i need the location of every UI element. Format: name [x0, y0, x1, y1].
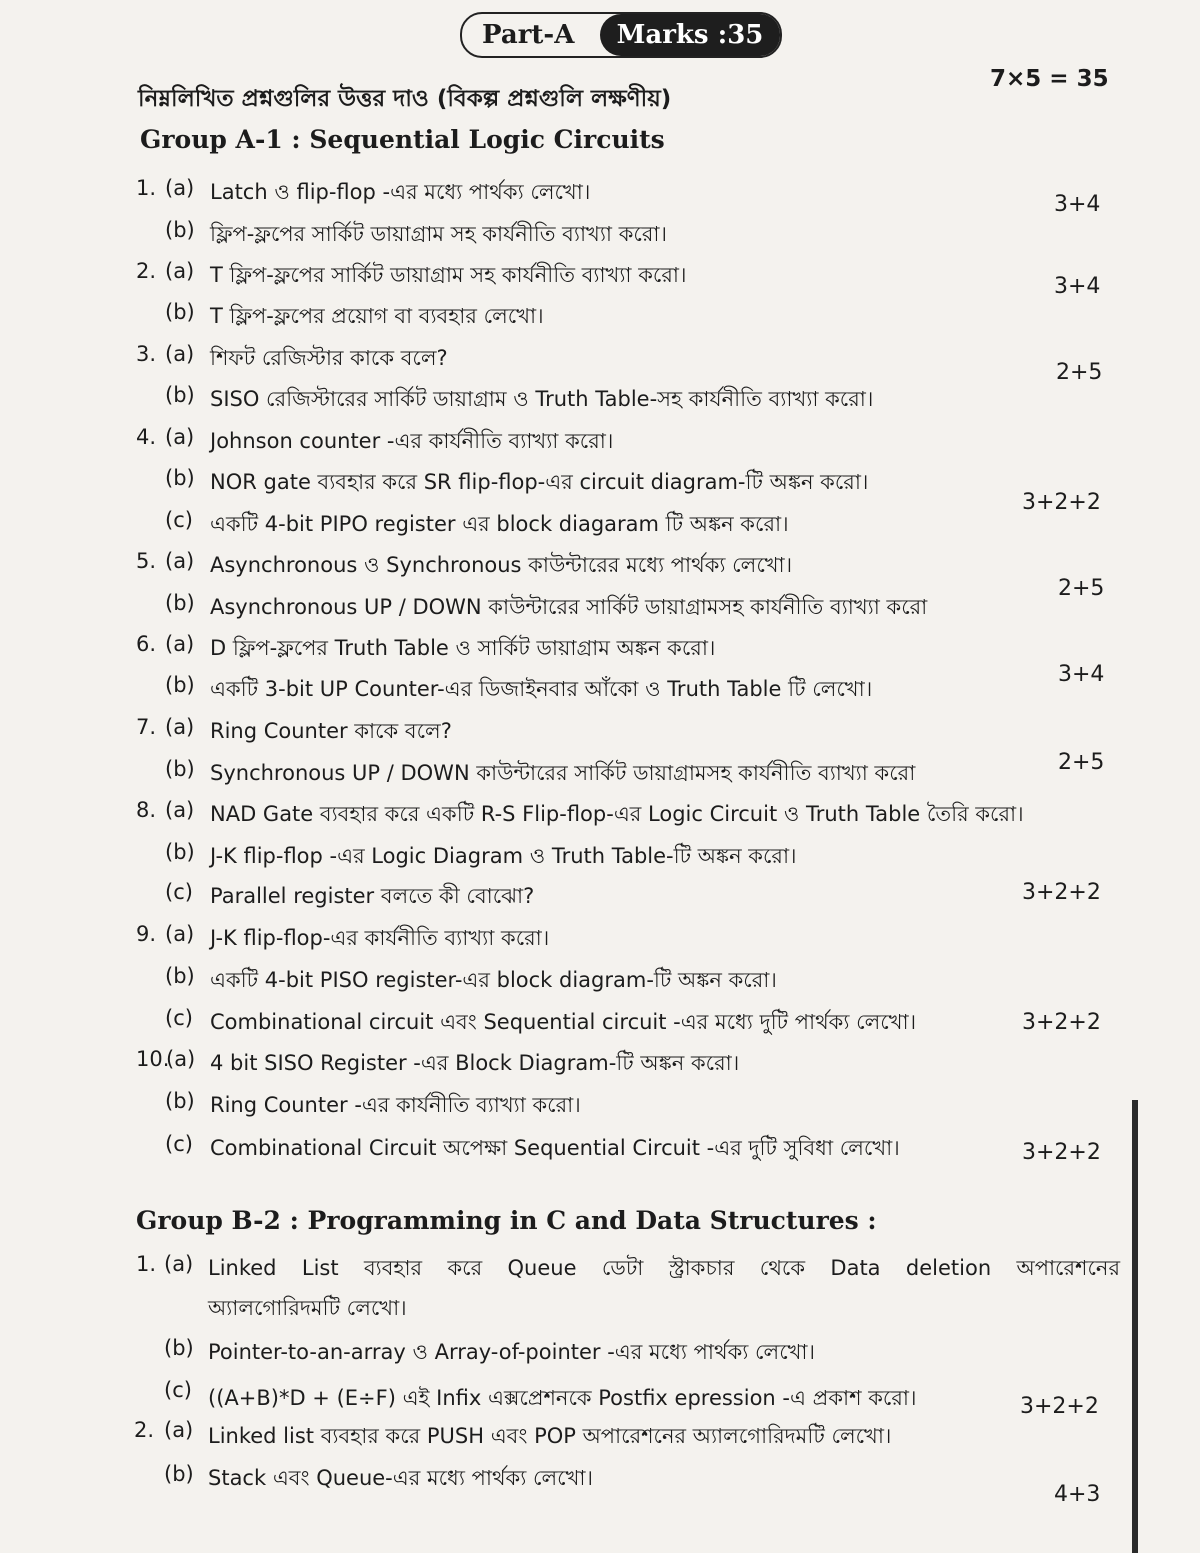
question-number: 9.: [136, 922, 157, 946]
question-text: Stack এবং Queue-এর মধ্যে পার্থক্য লেখো।: [208, 1466, 593, 1490]
marks-label: Marks :35: [600, 14, 780, 56]
question-marks: 2+5: [1056, 360, 1103, 385]
question-text: একটি 4-bit PISO register-এর block diagram-টি অঙ্কন করো।: [210, 968, 777, 992]
part-label: (b): [165, 757, 195, 781]
question-marks: 3+4: [1054, 274, 1101, 299]
question-text: J-K flip-flop-এর কার্যনীতি ব্যাখ্যা করো।: [210, 926, 550, 950]
part-label: (b): [165, 1089, 195, 1113]
question-number: 2.: [136, 259, 157, 283]
question-marks: 3+4: [1054, 192, 1101, 217]
question-text: SISO রেজিস্টারের সার্কিট ডায়াগ্রাম ও Truth Table-সহ কার্যনীতি ব্যাখ্যা করো।: [210, 387, 874, 411]
question-number: 5.: [136, 549, 157, 573]
question-text: Linked List ব্যবহার করে Queue ডেটা স্ট্রাকচার থেকে Data deletion অপারেশনের: [208, 1256, 1120, 1280]
question-marks: 3+2+2: [1022, 1140, 1101, 1165]
question-text: J-K flip-flop -এর Logic Diagram ও Truth Table-টি অঙ্কন করো।: [210, 844, 797, 868]
group-b-title: Group B-2 : Programming in C and Data Structures :: [136, 1206, 877, 1235]
question-marks: 3+2+2: [1020, 1394, 1099, 1419]
question-text: শিফট রেজিস্টার কাকে বলে?: [210, 346, 448, 370]
question-text: Ring Counter -এর কার্যনীতি ব্যাখ্যা করো।: [210, 1093, 581, 1117]
question-number: 3.: [136, 342, 157, 366]
part-label: (a): [165, 176, 195, 200]
question-text: 4 bit SISO Register -এর Block Diagram-টি অঙ্কন করো।: [210, 1051, 740, 1075]
part-label: (b): [165, 300, 195, 324]
question-text: Asynchronous ও Synchronous কাউন্টারের মধ্যে পার্থক্য লেখো।: [210, 553, 793, 577]
part-label: (c): [165, 1006, 193, 1030]
question-text: অ্যালগোরিদমটি লেখো।: [208, 1296, 407, 1320]
part-label: (a): [164, 1418, 194, 1442]
question-text: Ring Counter কাকে বলে?: [210, 719, 452, 743]
question-number: 1.: [136, 1252, 157, 1276]
part-label: (b): [165, 383, 195, 407]
question-marks: 2+5: [1058, 750, 1105, 775]
question-text: Johnson counter -এর কার্যনীতি ব্যাখ্যা করো।: [210, 429, 614, 453]
part-label: (a): [165, 632, 195, 656]
question-text: NAD Gate ব্যবহার করে একটি R-S Flip-flop-এর Logic Circuit ও Truth Table তৈরি করো।: [210, 802, 1024, 826]
question-number: 6.: [136, 632, 157, 656]
part-label: (c): [164, 1378, 192, 1402]
question-text: একটি 3-bit UP Counter-এর ডিজাইনবার আঁকো ও Truth Table টি লেখো।: [210, 677, 873, 701]
question-marks: 3+2+2: [1022, 880, 1101, 905]
question-number: 1.: [136, 176, 157, 200]
question-text: Asynchronous UP / DOWN কাউন্টারের সার্কিট ডায়াগ্রামসহ কার্যনীতি ব্যাখ্যা করো: [210, 595, 928, 619]
part-label: (c): [165, 508, 193, 532]
part-label: (b): [164, 1462, 194, 1486]
question-number: 4.: [136, 425, 157, 449]
question-marks: 3+2+2: [1022, 1010, 1101, 1035]
instruction-text: নিম্নলিখিত প্রশ্নগুলির উত্তর দাও (বিকল্প প্রশ্নগুলি লক্ষণীয়): [138, 86, 672, 112]
part-label: (a): [165, 259, 195, 283]
part-label: (b): [165, 591, 195, 615]
question-text: Combinational circuit এবং Sequential circuit -এর মধ্যে দুটি পার্থক্য লেখো।: [210, 1010, 917, 1034]
question-text: ((A+B)*D + (E÷F) এই Infix এক্সপ্রেশনকে Postfix epression -এ প্রকাশ করো।: [208, 1386, 917, 1410]
question-text: Pointer-to-an-array ও Array-of-pointer -এর মধ্যে পার্থক্য লেখো।: [208, 1340, 816, 1364]
question-marks: 3+2+2: [1022, 490, 1101, 515]
part-label: (a): [164, 1252, 194, 1276]
question-text: Parallel register বলতে কী বোঝো?: [210, 884, 535, 908]
part-label: Part-A: [482, 20, 575, 50]
group-a-title: Group A-1 : Sequential Logic Circuits: [140, 125, 665, 154]
question-text: NOR gate ব্যবহার করে SR flip-flop-এর circuit diagram-টি অঙ্কন করো।: [210, 470, 869, 494]
part-label: (b): [165, 964, 195, 988]
question-text: ফ্লিপ-ফ্লপের সার্কিট ডায়াগ্রাম সহ কার্যনীতি ব্যাখ্যা করো।: [210, 222, 667, 246]
question-number: 7.: [136, 715, 157, 739]
question-text: Linked list ব্যবহার করে PUSH এবং POP অপারেশনের অ্যালগোরিদমটি লেখো।: [208, 1424, 892, 1448]
part-label: (a): [165, 798, 195, 822]
part-header-box: [460, 12, 782, 58]
question-number: 2.: [134, 1418, 155, 1442]
part-label: (a): [165, 922, 195, 946]
part-label: (b): [165, 466, 195, 490]
question-number: 8.: [136, 798, 157, 822]
question-text: T ফ্লিপ-ফ্লপের সার্কিট ডায়াগ্রাম সহ কার্যনীতি ব্যাখ্যা করো।: [210, 263, 687, 287]
question-text: Combinational Circuit অপেক্ষা Sequential Circuit -এর দুটি সুবিধা লেখো।: [210, 1136, 900, 1160]
question-marks: 2+5: [1058, 576, 1105, 601]
question-marks: 4+3: [1054, 1482, 1101, 1507]
total-marks: 7×5 = 35: [990, 66, 1109, 92]
part-label: (b): [164, 1336, 194, 1360]
part-label: (a): [166, 1047, 196, 1071]
question-number: 10.: [136, 1047, 170, 1071]
part-label: (a): [165, 342, 195, 366]
part-label: (a): [165, 549, 195, 573]
part-label: (b): [165, 218, 195, 242]
part-label: (c): [165, 880, 193, 904]
part-label: (b): [165, 840, 195, 864]
page-edge-shadow: [1132, 1100, 1138, 1553]
part-label: (c): [165, 1132, 193, 1156]
part-label: (b): [165, 673, 195, 697]
part-label: (a): [165, 425, 195, 449]
part-label: (a): [165, 715, 195, 739]
question-marks: 3+4: [1058, 662, 1105, 687]
question-text: Latch ও flip-flop -এর মধ্যে পার্থক্য লেখো।: [210, 180, 591, 204]
question-text: Synchronous UP / DOWN কাউন্টারের সার্কিট ডায়াগ্রামসহ কার্যনীতি ব্যাখ্যা করো: [210, 761, 916, 785]
question-text: একটি 4-bit PIPO register এর block diagaram টি অঙ্কন করো।: [210, 512, 789, 536]
question-text: T ফ্লিপ-ফ্লপের প্রয়োগ বা ব্যবহার লেখো।: [210, 304, 544, 328]
question-text: D ফ্লিপ-ফ্লপের Truth Table ও সার্কিট ডায়াগ্রাম অঙ্কন করো।: [210, 636, 716, 660]
